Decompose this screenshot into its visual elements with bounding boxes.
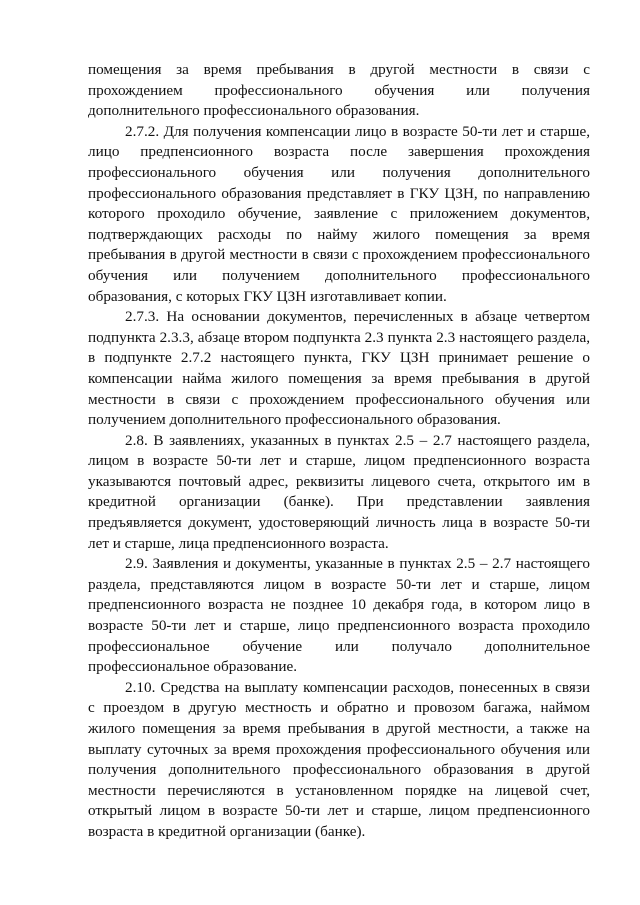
paragraph-2-8: 2.8. В заявлениях, указанных в пунктах 2.5 – 2.7 настоящего раздела, лицом в возрасте 50-ти лет и старше, лицом предпенсионного возраста указываются почтовый адрес, реквизиты лицевого счета, открытого им в кредитной организации (банке). При представлении заявления предъявляется документ, удостоверяющий личность лица в возрасте 50-ти лет и старше, лица предпенсионного возраста. — [88, 431, 590, 552]
document-page — [88, 60, 590, 843]
paragraph-2-9: 2.9. Заявления и документы, указанные в пунктах 2.5 – 2.7 настоящего раздела, представляются лицом в возрасте 50-ти лет и старше, лицом предпенсионного возраста не позднее 10 декабря года, в котором лицо в возрасте 50-ти лет и старше, лицо предпенсионного возраста проходило профессиональное обучение или получало дополнительное профессиональное образование. — [88, 555, 590, 676]
paragraph-2-7-2: 2.7.2. Для получения компенсации лицо в возрасте 50-ти лет и старше, лицо предпенсионного возраста после завершения прохождения профессионального обучения или получения дополнительного профессионального образования представляет в ГКУ ЦЗН, по направлению которого проходило обучение, заявление с приложением документов, подтверждающих расходы по найму жилого помещения за время пребывания в другой местности в связи с прохождением профессионального обучения или получением дополнительного профессионального образования, с которых ГКУ ЦЗН изготавливает копии. — [88, 122, 590, 305]
paragraph-2-7-3: 2.7.3. На основании документов, перечисленных в абзаце четвертом подпункта 2.3.3, абзаце втором подпункта 2.3 пункта 2.3 настоящего раздела, в подпункте 2.7.2 настоящего пункта, ГКУ ЦЗН принимает решение о компенсации найма жилого помещения за время пребывания в другой местности в связи с прохождением профессионального обучения или получением дополнительного профессионального образования. — [88, 308, 590, 429]
paragraph-continuation: помещения за время пребывания в другой местности в связи с прохождением профессионального обучения или получения дополнительного профессионального образования. — [88, 61, 590, 120]
paragraph-2-10: 2.10. Средства на выплату компенсации расходов, понесенных в связи с проездом в другую местность и обратно и провозом багажа, наймом жилого помещения за время пребывания в другой местности, а также на выплату суточных за время прохождения профессионального обучения или получения дополнительного профессионального образования в другой местности перечисляются в установленном порядке на лицевой счет, открытый лицом в возрасте 50-ти лет и старше, лицом предпенсионного возраста в кредитной организации (банке). — [88, 678, 590, 840]
